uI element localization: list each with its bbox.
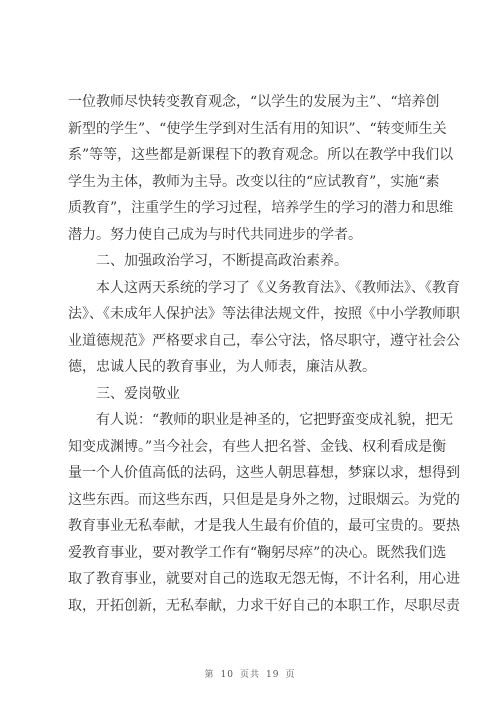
text-line: 有人说：“教师的职业是神圣的，它把野蛮变成礼貌，把无: [96, 412, 454, 428]
text-line: 新型的学生”、“使学生学到对生活有用的知识”、“转变师生关: [68, 120, 447, 137]
text-line: 这些东西。而这些东西，只但是是身外之物，过眼烟云。为党的: [68, 491, 460, 508]
text-line: 学生为主体，教师为主导。改变以往的“应试教育”，实施“素: [68, 173, 440, 190]
text-line: 二、加强政治学习，不断提高政治素养。: [96, 253, 348, 269]
text-line: 取，开拓创新，无私奉献，力求干好自己的本职工作，尽职尽责: [68, 597, 460, 614]
body-text: [68, 89, 460, 619]
text-line: 系”等等，这些都是新课程下的教育观念。所以在教学中我们以: [68, 147, 454, 163]
text-line: 量一个人价值高低的法码，这些人朝思暮想，梦寐以求，想得到: [68, 465, 460, 481]
footer-total-pages: 19: [266, 670, 280, 680]
footer-middle: 页共: [239, 670, 260, 680]
text-line: 本人这两天系统的学习了《义务教育法》、《教师法》、《教育: [96, 279, 460, 296]
text-line: 一位教师尽快转变教育观念，“以学生的发展为主”、“培养创: [68, 94, 440, 110]
text-line: 取了教育事业，就要对自己的选取无怨无悔，不计名利，用心进: [68, 571, 460, 587]
text-line: 三、爱岗敬业: [96, 385, 180, 402]
text-line: 教育事业无私奉献，才是我人生最有价值的，最可宝贵的。要热: [68, 518, 460, 534]
footer-prefix: 第: [204, 670, 215, 680]
text-line: 潜力。努力使自己成为与时代共同进步的学者。: [68, 226, 362, 243]
text-line: 德，忠诚人民的教育事业，为人师表，廉洁从教。: [68, 359, 376, 375]
text-line: 法》、《未成年人保护法》等法律法规文件，按照《中小学教师职: [68, 306, 460, 322]
text-line: 爱教育事业，要对教学工作有“鞠躬尽瘁”的决心。既然我们选: [68, 544, 447, 561]
footer-current-page: 10: [220, 670, 234, 680]
text-line: 业道德规范》严格要求自己，奉公守法，恪尽职守，遵守社会公: [68, 332, 460, 349]
page-footer: [0, 667, 500, 680]
text-line: 知变成渊博。”当今社会，有些人把名誉、金钱、权利看成是衡: [68, 438, 447, 455]
footer-suffix: 页: [285, 670, 296, 680]
text-line: 质教育”，注重学生的学习过程，培养学生的学习的潜力和思维: [68, 200, 454, 216]
